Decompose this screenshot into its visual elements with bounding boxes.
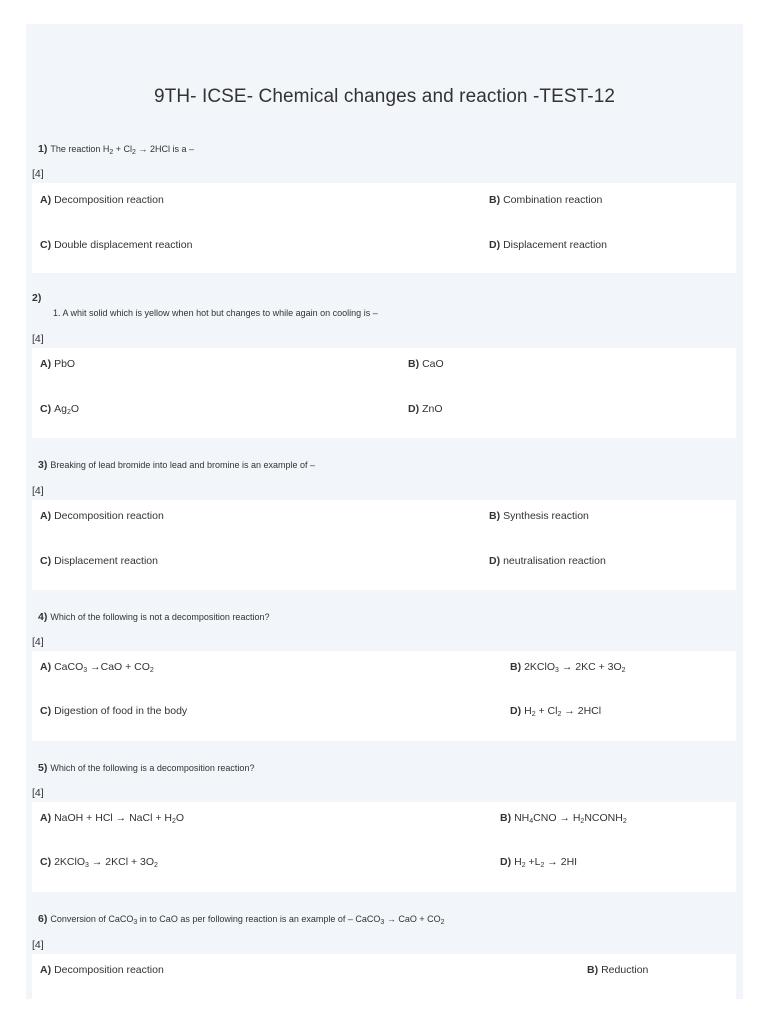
options-panel xyxy=(32,954,736,999)
marks-label: [4] xyxy=(32,333,44,345)
question-3: 3) Breaking of lead bromide into lead and bromine is an example of – xyxy=(38,459,316,471)
option-c[interactable]: C) Double displacement reaction xyxy=(40,239,193,251)
option-a[interactable]: A) PbO xyxy=(40,358,76,370)
option-b[interactable]: B) Synthesis reaction xyxy=(489,510,589,522)
options-panel xyxy=(32,802,736,892)
options-panel xyxy=(32,500,736,590)
question-5: 5) Which of the following is a decomposition reaction? xyxy=(38,762,255,774)
option-d[interactable]: D) ZnO xyxy=(408,403,443,415)
marks-label: [4] xyxy=(32,485,44,497)
option-b[interactable]: B) $NH_4CNO$ → $H_2NCONH_2$ xyxy=(500,812,627,825)
question-1: 1) The reaction $H_2 + Cl_2 \to 2HCl$ is a – xyxy=(38,143,194,156)
question-2-number: 2) xyxy=(32,292,42,304)
question-number: 6) xyxy=(38,913,48,925)
options-panel xyxy=(32,183,736,273)
option-d[interactable]: D) neutralisation reaction xyxy=(489,555,606,567)
option-c[interactable]: C) $Ag_2O$ xyxy=(40,403,80,416)
question-number: 1) xyxy=(38,143,48,155)
question-4: 4) Which of the following is not a decomposition reaction? xyxy=(38,611,270,623)
marks-label: [4] xyxy=(32,168,44,180)
question-number: 5) xyxy=(38,762,48,774)
option-b[interactable]: B) Reduction xyxy=(587,964,649,976)
option-b[interactable]: B) Combination reaction xyxy=(489,194,603,206)
option-d[interactable]: D) $H_2 + Cl_2 \to 2HCl$ xyxy=(510,705,602,718)
page-title: 9TH- ICSE- Chemical changes and reaction -TEST-12 xyxy=(153,86,616,107)
option-a[interactable]: A) CaCO$_3$ $\to CaO + CO_2$ xyxy=(40,661,154,674)
question-number: 3) xyxy=(38,459,48,471)
option-d[interactable]: D) Displacement reaction xyxy=(489,239,607,251)
test-sheet xyxy=(26,24,743,999)
marks-label: [4] xyxy=(32,636,44,648)
option-a[interactable]: A) Decomposition reaction xyxy=(40,510,164,522)
question-2: 1. A whit solid which is yellow when hot but changes to while again on cooling is – xyxy=(53,308,378,318)
option-b[interactable]: B) CaO xyxy=(408,358,444,370)
option-a[interactable]: A) Decomposition reaction xyxy=(40,964,164,976)
question-number: 4) xyxy=(38,611,48,623)
option-b[interactable]: B) 2KClO$_3$ → $2KC + 3O_2$ xyxy=(510,661,626,674)
question-6: 6) Conversion of CaCO$_3$ in to CaO as per following reaction is an example of – CaCO$_3$ → CaO + $CO_2$ xyxy=(38,913,445,926)
marks-label: [4] xyxy=(32,787,44,799)
marks-label: [4] xyxy=(32,939,44,951)
options-panel xyxy=(32,651,736,741)
options-panel xyxy=(32,348,736,438)
option-a[interactable]: A) NaOH + HCl → NaCl + $H_2O$ xyxy=(40,812,185,825)
option-c[interactable]: C) Digestion of food in the body xyxy=(40,705,188,717)
option-c[interactable]: C) Displacement reaction xyxy=(40,555,158,567)
option-a[interactable]: A) Decomposition reaction xyxy=(40,194,164,206)
option-d[interactable]: D) $H_2 +L_2 \to 2HI$ xyxy=(500,856,578,869)
option-c[interactable]: C) 2KClO$_3$ → $2KCl + 3O_2$ xyxy=(40,856,158,869)
